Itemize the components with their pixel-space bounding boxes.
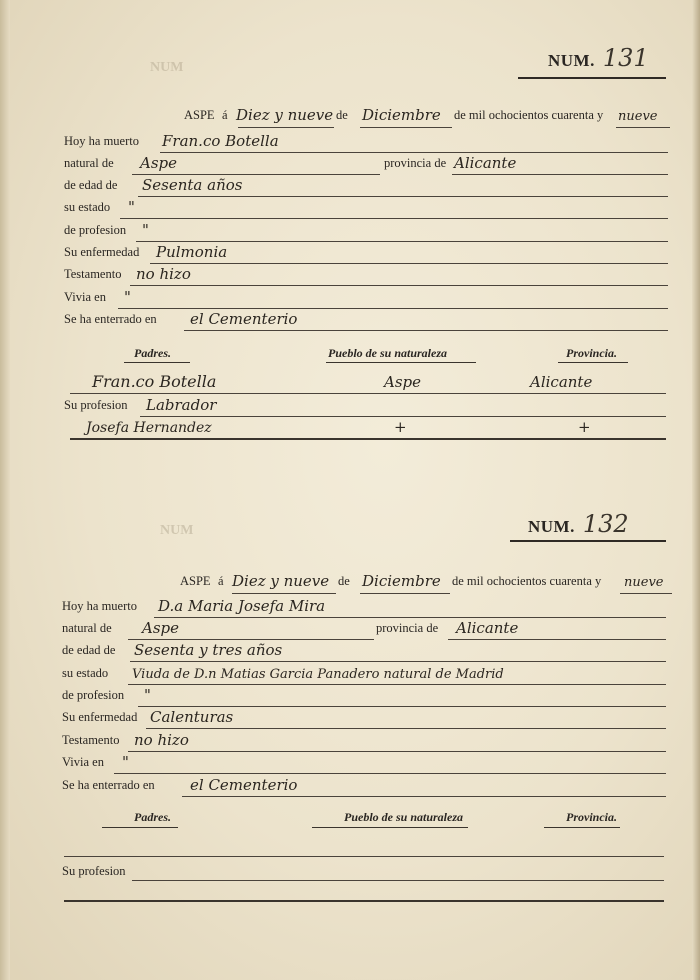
testamento-row xyxy=(0,731,700,751)
estado-label: su estado xyxy=(64,200,111,214)
edad-value: Sesenta y tres años xyxy=(134,641,283,659)
estado-value: " xyxy=(128,198,135,216)
header-rule xyxy=(124,362,190,363)
a-label: á xyxy=(222,108,228,122)
estado-row xyxy=(0,664,700,684)
su-profesion-value: Labrador xyxy=(146,396,217,414)
date-line xyxy=(620,593,672,594)
num-underline xyxy=(510,540,666,542)
field-line xyxy=(118,308,668,309)
provincia-value: Alicante xyxy=(454,154,517,172)
field-line xyxy=(64,856,664,857)
field-line xyxy=(184,330,668,331)
estado-label: su estado xyxy=(62,666,109,680)
field-line xyxy=(160,152,668,153)
natural-value: Aspe xyxy=(140,154,178,172)
enfermedad-value: Calenturas xyxy=(150,708,234,726)
deceased-name: Fran.co Botella xyxy=(162,132,279,150)
num-underline xyxy=(518,77,666,79)
enterrado-label: Se ha enterrado en xyxy=(64,312,157,326)
field-line xyxy=(70,438,666,440)
vivia-value: " xyxy=(122,753,129,771)
hoy-label: Hoy ha muerto xyxy=(64,134,139,148)
enfermedad-row xyxy=(0,708,700,728)
testamento-value: no hizo xyxy=(136,265,191,283)
field-line xyxy=(138,196,668,197)
date-line xyxy=(232,593,336,594)
vivia-row xyxy=(0,753,700,773)
testamento-label: Testamento xyxy=(64,267,122,281)
field-line xyxy=(114,773,666,774)
header-rule xyxy=(102,827,178,828)
place-label: ASPE xyxy=(184,108,215,122)
pueblo-header: Pueblo de su naturaleza xyxy=(344,810,464,824)
madre-name: Josefa Hernandez xyxy=(86,420,212,436)
ghost-text: NUM xyxy=(150,60,184,75)
date-row xyxy=(0,106,700,126)
enterrado-value: el Cementerio xyxy=(190,310,298,328)
madre-provincia: + xyxy=(578,418,591,436)
field-line xyxy=(70,393,666,394)
de-label: de xyxy=(336,108,348,122)
profesion-label: de profesion xyxy=(64,223,127,237)
enfermedad-value: Pulmonia xyxy=(156,243,228,261)
date-line xyxy=(616,127,670,128)
num-value: 132 xyxy=(582,510,629,538)
deceased-name: D.a Maria Josefa Mira xyxy=(158,597,326,615)
profesion-label: de profesion xyxy=(62,688,125,702)
date-line xyxy=(360,127,452,128)
testamento-value: no hizo xyxy=(134,731,189,749)
field-line xyxy=(136,241,668,242)
edad-value: Sesenta años xyxy=(142,176,243,194)
a-label: á xyxy=(218,574,224,588)
vivia-label: Vivia en xyxy=(62,755,104,769)
field-line xyxy=(132,174,380,175)
ghost-text: NUM xyxy=(160,523,194,538)
de-label: de xyxy=(338,574,350,588)
su-profesion-row xyxy=(0,396,700,416)
provincia-header: Provincia. xyxy=(566,810,617,824)
field-line xyxy=(128,639,374,640)
natural-label: natural de xyxy=(64,156,114,170)
deceased-row xyxy=(0,132,700,152)
madre-row xyxy=(0,418,700,438)
num-value: 131 xyxy=(602,44,649,72)
enterrado-row xyxy=(0,776,700,796)
place-label: ASPE xyxy=(180,574,211,588)
vivia-label: Vivia en xyxy=(64,290,106,304)
record-number xyxy=(548,44,649,72)
header-rule xyxy=(558,362,628,363)
field-line xyxy=(150,263,668,264)
profesion-row xyxy=(0,686,700,706)
madre-pueblo: + xyxy=(394,418,407,436)
provincia-header: Provincia. xyxy=(566,346,617,360)
field-line xyxy=(154,617,666,618)
field-line xyxy=(138,706,666,707)
testamento-label: Testamento xyxy=(62,733,120,747)
deceased-row xyxy=(0,597,700,617)
padre-row xyxy=(0,373,700,393)
field-line xyxy=(64,900,664,902)
month-value: Diciembre xyxy=(362,106,441,124)
month-value: Diciembre xyxy=(362,572,441,590)
su-profesion-label: Su profesion xyxy=(64,398,128,412)
origin-row xyxy=(0,619,700,639)
profesion-row xyxy=(0,221,700,241)
enterrado-label: Se ha enterrado en xyxy=(62,778,155,792)
padre-provincia: Alicante xyxy=(530,373,593,391)
field-line xyxy=(448,639,666,640)
field-line xyxy=(452,174,668,175)
record-number xyxy=(528,510,629,538)
padre-pueblo: Aspe xyxy=(384,373,422,391)
year-suffix: nueve xyxy=(624,575,664,590)
vivia-value: " xyxy=(124,288,131,306)
year-suffix: nueve xyxy=(618,109,658,124)
edad-label: de edad de xyxy=(64,178,118,192)
field-line xyxy=(120,218,668,219)
enfermedad-row xyxy=(0,243,700,263)
vivia-row xyxy=(0,288,700,308)
age-row xyxy=(0,176,700,196)
natural-label: natural de xyxy=(62,621,112,635)
testamento-row xyxy=(0,265,700,285)
enfermedad-label: Su enfermedad xyxy=(62,710,138,724)
date-line xyxy=(360,593,450,594)
field-line xyxy=(146,728,666,729)
field-line xyxy=(130,285,668,286)
provincia-label: provincia de xyxy=(376,621,439,635)
date-line xyxy=(238,127,334,128)
enfermedad-label: Su enfermedad xyxy=(64,245,140,259)
date-row xyxy=(0,572,700,592)
provincia-value: Alicante xyxy=(456,619,519,637)
num-label: NUM. xyxy=(548,51,595,70)
field-line xyxy=(128,684,666,685)
estado-row xyxy=(0,198,700,218)
field-line xyxy=(128,751,666,752)
profesion-value: " xyxy=(142,221,149,239)
origin-row xyxy=(0,154,700,174)
pueblo-header: Pueblo de su naturaleza xyxy=(328,346,448,360)
natural-value: Aspe xyxy=(142,619,180,637)
field-line xyxy=(132,880,664,881)
su-profesion-row xyxy=(0,862,700,882)
day-value: Diez y nueve xyxy=(232,572,330,590)
year-text: de mil ochocientos cuarenta y xyxy=(452,574,602,588)
hoy-label: Hoy ha muerto xyxy=(62,599,137,613)
num-label: NUM. xyxy=(528,517,575,536)
padres-header: Padres. xyxy=(134,346,171,360)
su-profesion-label: Su profesion xyxy=(62,864,126,878)
field-line xyxy=(140,416,666,417)
day-value: Diez y nueve xyxy=(236,106,334,124)
estado-value: Viuda de D.n Matias Garcia Panadero natural de Madrid xyxy=(132,667,504,682)
header-rule xyxy=(326,362,476,363)
provincia-label: provincia de xyxy=(384,156,447,170)
field-line xyxy=(182,796,666,797)
header-rule xyxy=(544,827,620,828)
field-line xyxy=(130,661,666,662)
year-text: de mil ochocientos cuarenta y xyxy=(454,108,604,122)
profesion-value: " xyxy=(144,686,151,704)
edad-label: de edad de xyxy=(62,643,116,657)
padres-header: Padres. xyxy=(134,810,171,824)
enterrado-value: el Cementerio xyxy=(190,776,298,794)
enterrado-row xyxy=(0,310,700,330)
padre-name: Fran.co Botella xyxy=(92,372,217,391)
header-rule xyxy=(312,827,468,828)
age-row xyxy=(0,641,700,661)
